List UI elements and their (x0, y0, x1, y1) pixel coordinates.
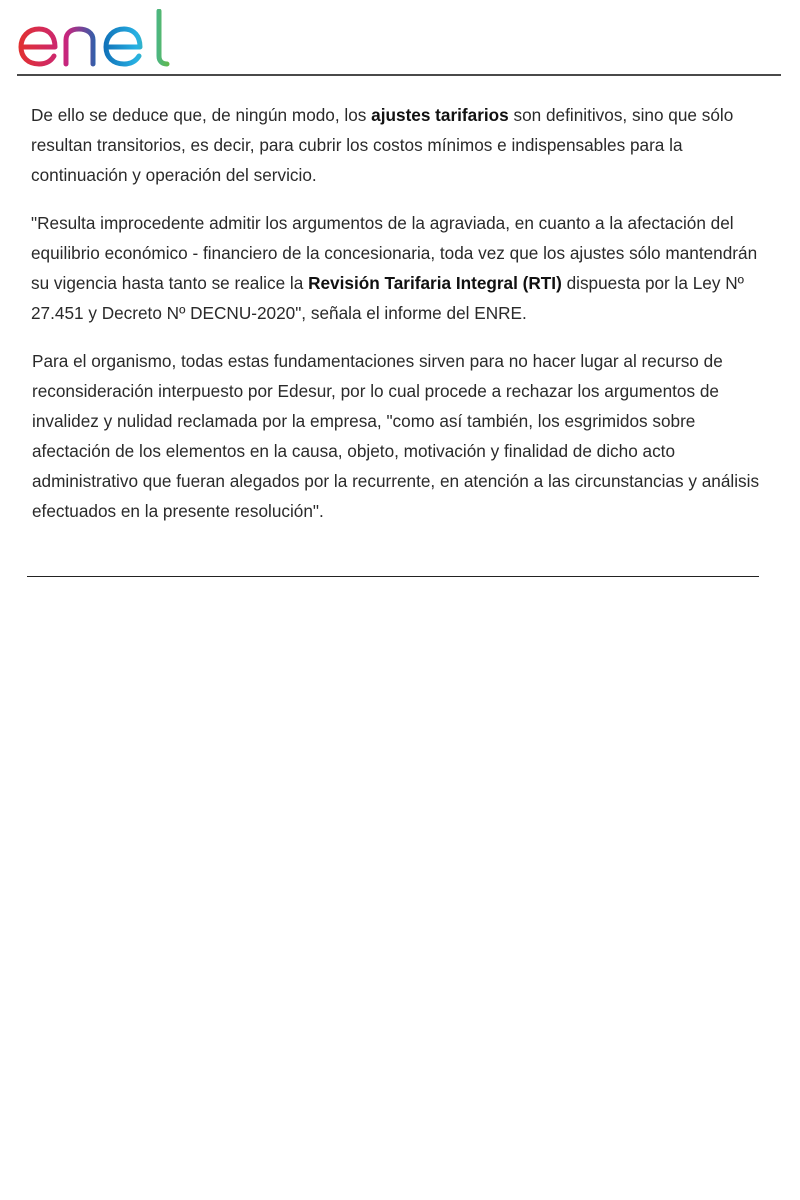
paragraph-2-text-start: "Resulta improcedente admitir los argumentos de la agraviada, en cuanto a la afectación del equilibrio económico - financiero de la concesionaria, toda vez que los ajustes sólo mantendrán su vigencia hasta tanto se realice la (31, 213, 758, 293)
header-divider (17, 74, 781, 76)
paragraph-3: Para el organismo, todas estas fundamentaciones sirven para no hacer lugar al recurso de reconsideración interpuesto por Edesur, por lo cual procede a rechazar los argumentos de invalidez y nulidad reclamada por la empresa, "como así también, los esgrimidos sobre afectación de los elementos en la causa, objeto, motivación y finalidad de dicho acto administrativo que fueran alegados por la recurrente, en atención a las circunstancias y análisis efectuados en la presente resolución". (32, 351, 760, 521)
paragraph-1-emphasis: ajustes tarifarios (371, 105, 509, 125)
paragraph-1-text-start: De ello se deduce que, de ningún modo, los (31, 105, 372, 125)
page-header (0, 0, 800, 76)
paragraph-1-text-end: son definitivos, sino que sólo resultan transitorios, es decir, para cubrir los costos mínimos e indispensables para la continuación y operación del servicio. (31, 105, 734, 185)
enel-logo-icon (18, 9, 170, 67)
enel-logo[interactable] (18, 9, 170, 67)
paragraph-1 (31, 100, 773, 190)
article-end-divider (27, 576, 759, 577)
paragraph-2 (31, 208, 773, 328)
paragraph-2-text-end: dispuesta por la Ley Nº 27.451 y Decreto Nº DECNU-2020", señala el informe del ENRE. (31, 273, 744, 323)
article-body (31, 100, 773, 544)
paragraph-2-emphasis: Revisión Tarifaria Integral (RTI) (308, 273, 562, 293)
